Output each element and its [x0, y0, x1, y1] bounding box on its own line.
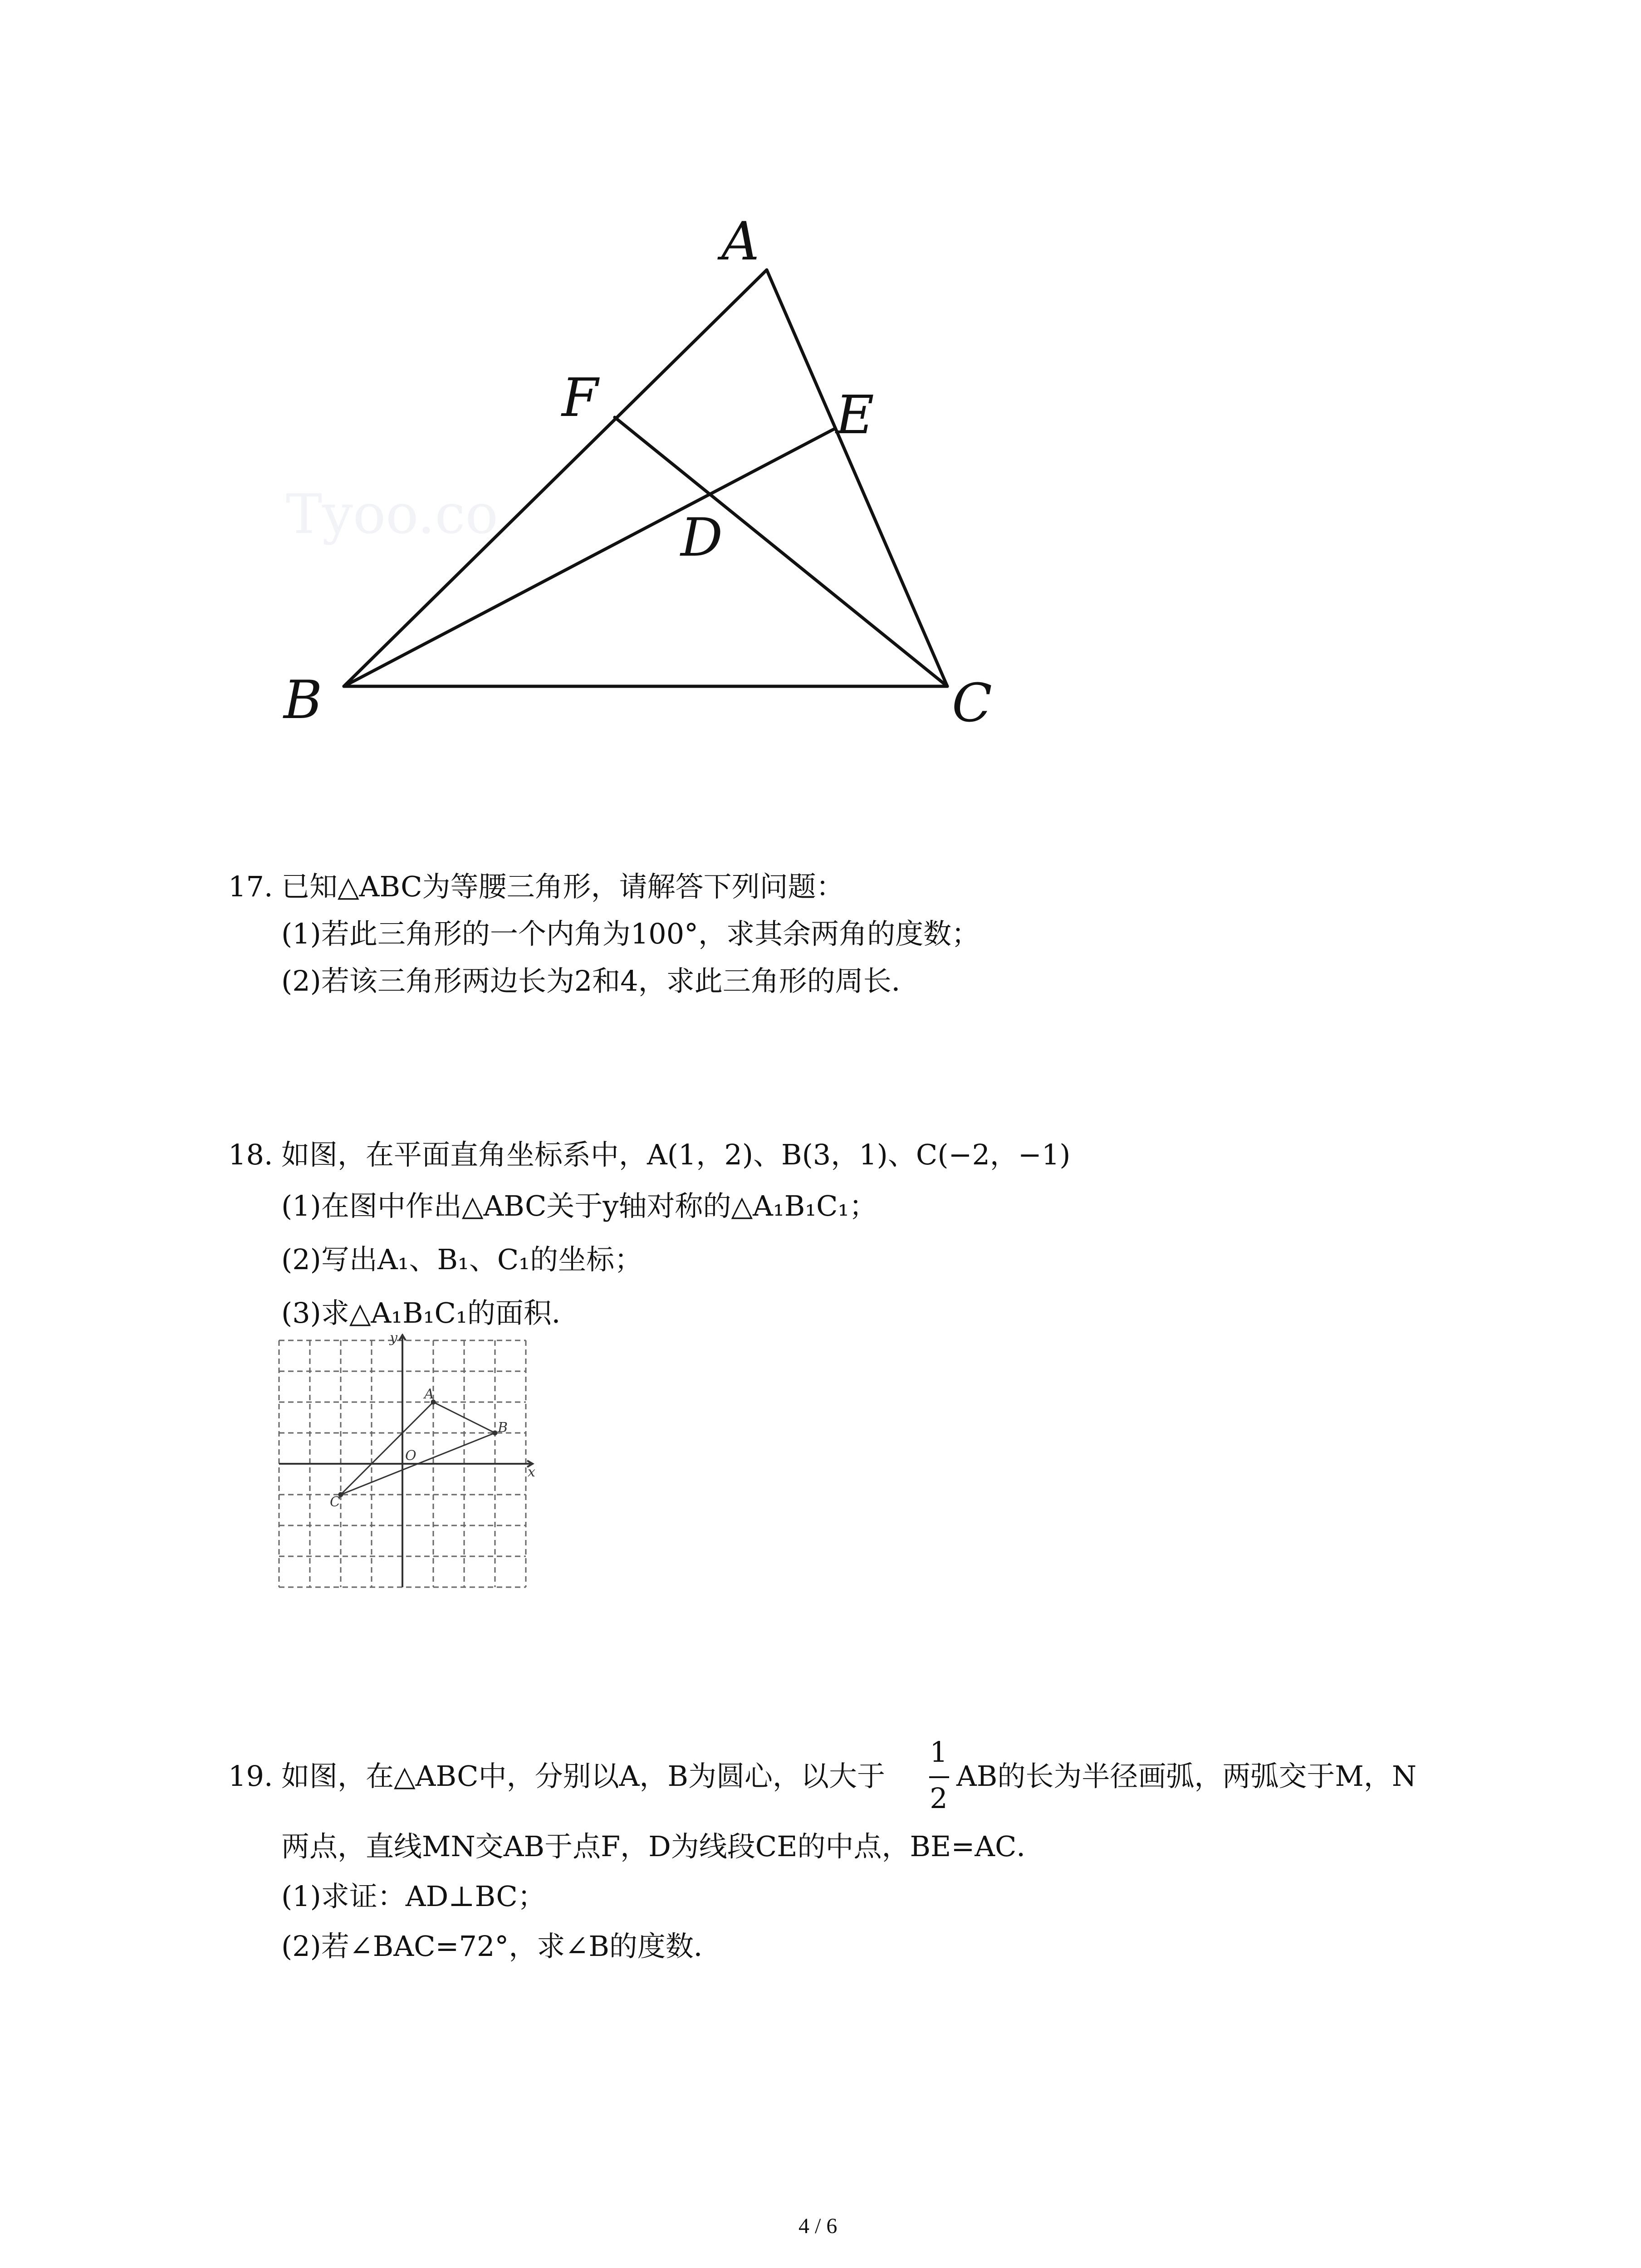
label-F: F	[562, 367, 598, 429]
q19-line1-post: AB的长为半径画弧，两弧交于M，N	[956, 1760, 1417, 1793]
segment-BE	[344, 429, 835, 686]
triangle-figure	[254, 200, 1071, 744]
q19-number: 19.	[228, 1760, 273, 1793]
fraction-denominator: 2	[930, 1782, 948, 1815]
fraction-one-half	[928, 1735, 950, 1815]
fraction-bar	[929, 1776, 949, 1778]
point-C-label: C	[330, 1494, 340, 1510]
q18-number: 18.	[228, 1138, 273, 1171]
triangle-ABC	[341, 1402, 495, 1495]
q17-number: 17.	[228, 870, 273, 903]
coordinate-grid	[272, 1334, 554, 1615]
page-number: 4 / 6	[798, 2214, 838, 2238]
q19-line2: 两点，直线MN交AB于点F，D为线段CE的中点，BE=AC．	[281, 1830, 1045, 1863]
q17-part2: (2)若该三角形两边长为2和4，求此三角形的周长．	[281, 964, 920, 997]
segment-AB	[344, 270, 767, 686]
q17-stem: 已知△ABC为等腰三角形，请解答下列问题：	[281, 870, 844, 903]
q18-part2: (2)写出A₁、B₁、C₁的坐标；	[281, 1243, 643, 1276]
q17-part1: (1)若此三角形的一个内角为100°，求其余两角的度数；	[281, 917, 980, 950]
label-A: A	[721, 211, 759, 272]
q18-part3: (3)求△A₁B₁C₁的面积．	[281, 1296, 580, 1330]
q18-stem: 如图，在平面直角坐标系中，A(1，2)、B(3，1)、C(−2，−1)	[281, 1138, 1071, 1171]
origin-label: O	[405, 1448, 416, 1464]
q19-line1-pre: 如图，在△ABC中，分别以A，B为圆心，以大于	[281, 1760, 885, 1793]
point-B-label: B	[498, 1420, 508, 1436]
q19-part1: (1)求证：AD⊥BC；	[281, 1880, 546, 1913]
label-E: E	[836, 385, 874, 446]
watermark: Tyoo.co	[286, 483, 498, 546]
label-C: C	[952, 673, 992, 734]
y-axis	[399, 1335, 406, 1587]
label-B: B	[284, 670, 323, 731]
point-B	[493, 1431, 497, 1435]
label-D: D	[681, 507, 723, 568]
y-axis-label: y	[390, 1334, 397, 1346]
q19-part2: (2)若∠BAC=72°，求∠B的度数．	[281, 1930, 722, 1963]
q18-part1: (1)在图中作出△ABC关于y轴对称的△A₁B₁C₁；	[281, 1189, 877, 1222]
x-axis-label: x	[528, 1464, 535, 1480]
point-A-label: A	[424, 1386, 434, 1402]
fraction-numerator: 1	[930, 1735, 948, 1769]
segment-AC	[767, 270, 947, 686]
